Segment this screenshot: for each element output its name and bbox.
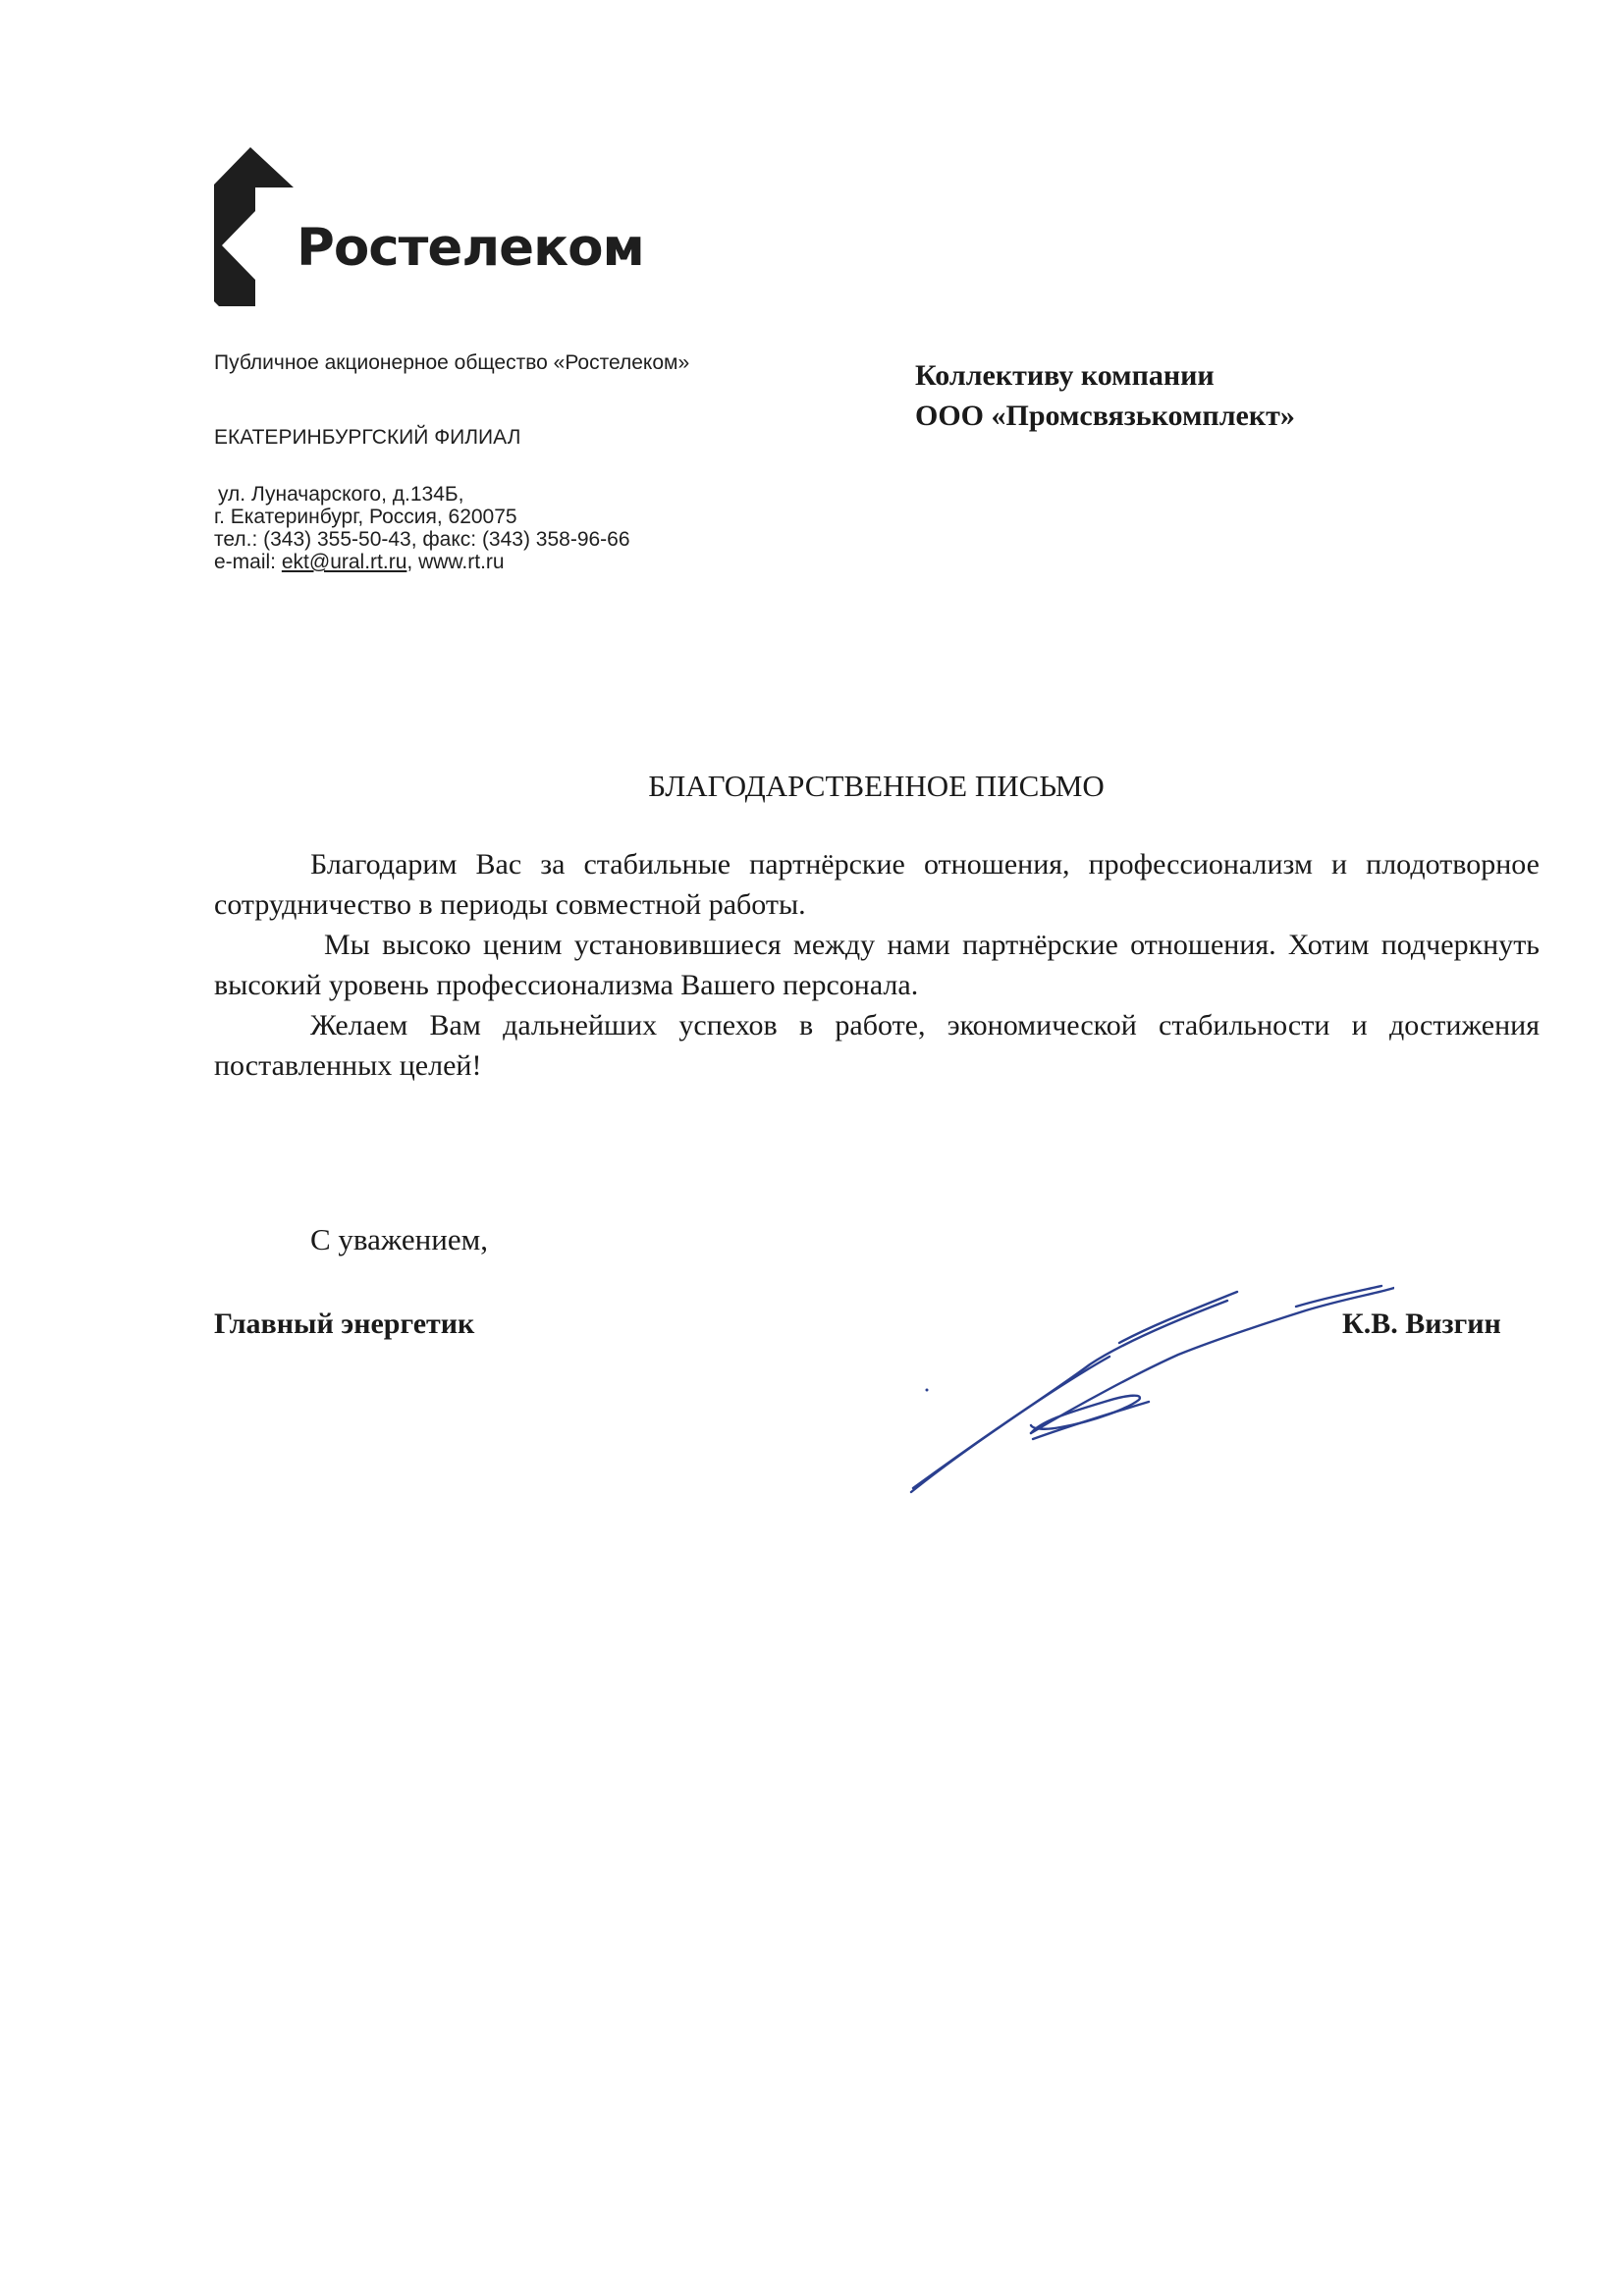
letter-title: БЛАГОДАРСТВЕННОЕ ПИСЬМО (648, 769, 1105, 803)
signature-icon (884, 1247, 1394, 1502)
sender-phone-fax: тел.: (343) 355-50-43, факс: (343) 358-96-66 (214, 528, 630, 551)
email-label: e-mail: (214, 551, 282, 573)
email-link[interactable]: ekt@ural.rt.ru (281, 551, 407, 573)
body-paragraph-1: Благодарим Вас за стабильные партнёрские отношения, профессионализм и плодотворное сотрудничество в периоды совместной работы. (214, 848, 1540, 921)
body-paragraph-2: Мы высоко ценим установившиеся между нами партнёрские отношения. Хотим подчеркнуть высокий уровень профессионализма Вашего персонала. (214, 929, 1540, 1001)
signer-position: Главный энергетик (214, 1308, 475, 1340)
recipient-line-1: Коллективу компании (915, 359, 1215, 392)
body-paragraph-3: Желаем Вам дальнейших успехов в работе, экономической стабильности и достижения поставленных целей! (214, 1009, 1540, 1082)
recipient-line-2: ООО «Промсвязькомплект» (915, 400, 1295, 432)
website-link[interactable]: www.rt.ru (418, 551, 505, 573)
sender-address-street: ул. Луначарского, д.134Б, (218, 483, 464, 506)
letter-body (214, 844, 1540, 1086)
signer-name: К.В. Визгин (1342, 1308, 1501, 1340)
email-separator: , (406, 551, 413, 573)
sender-branch: ЕКАТЕРИНБУРГСКИЙ ФИЛИАЛ (214, 426, 521, 449)
sender-address-city: г. Екатеринбург, Россия, 620075 (214, 506, 517, 528)
closing-regards: С уважением, (310, 1222, 488, 1256)
brand-name: Ростелеком (297, 218, 644, 278)
sender-company: Публичное акционерное общество «Ростелеком» (214, 351, 690, 374)
sender-contacts (214, 551, 505, 573)
